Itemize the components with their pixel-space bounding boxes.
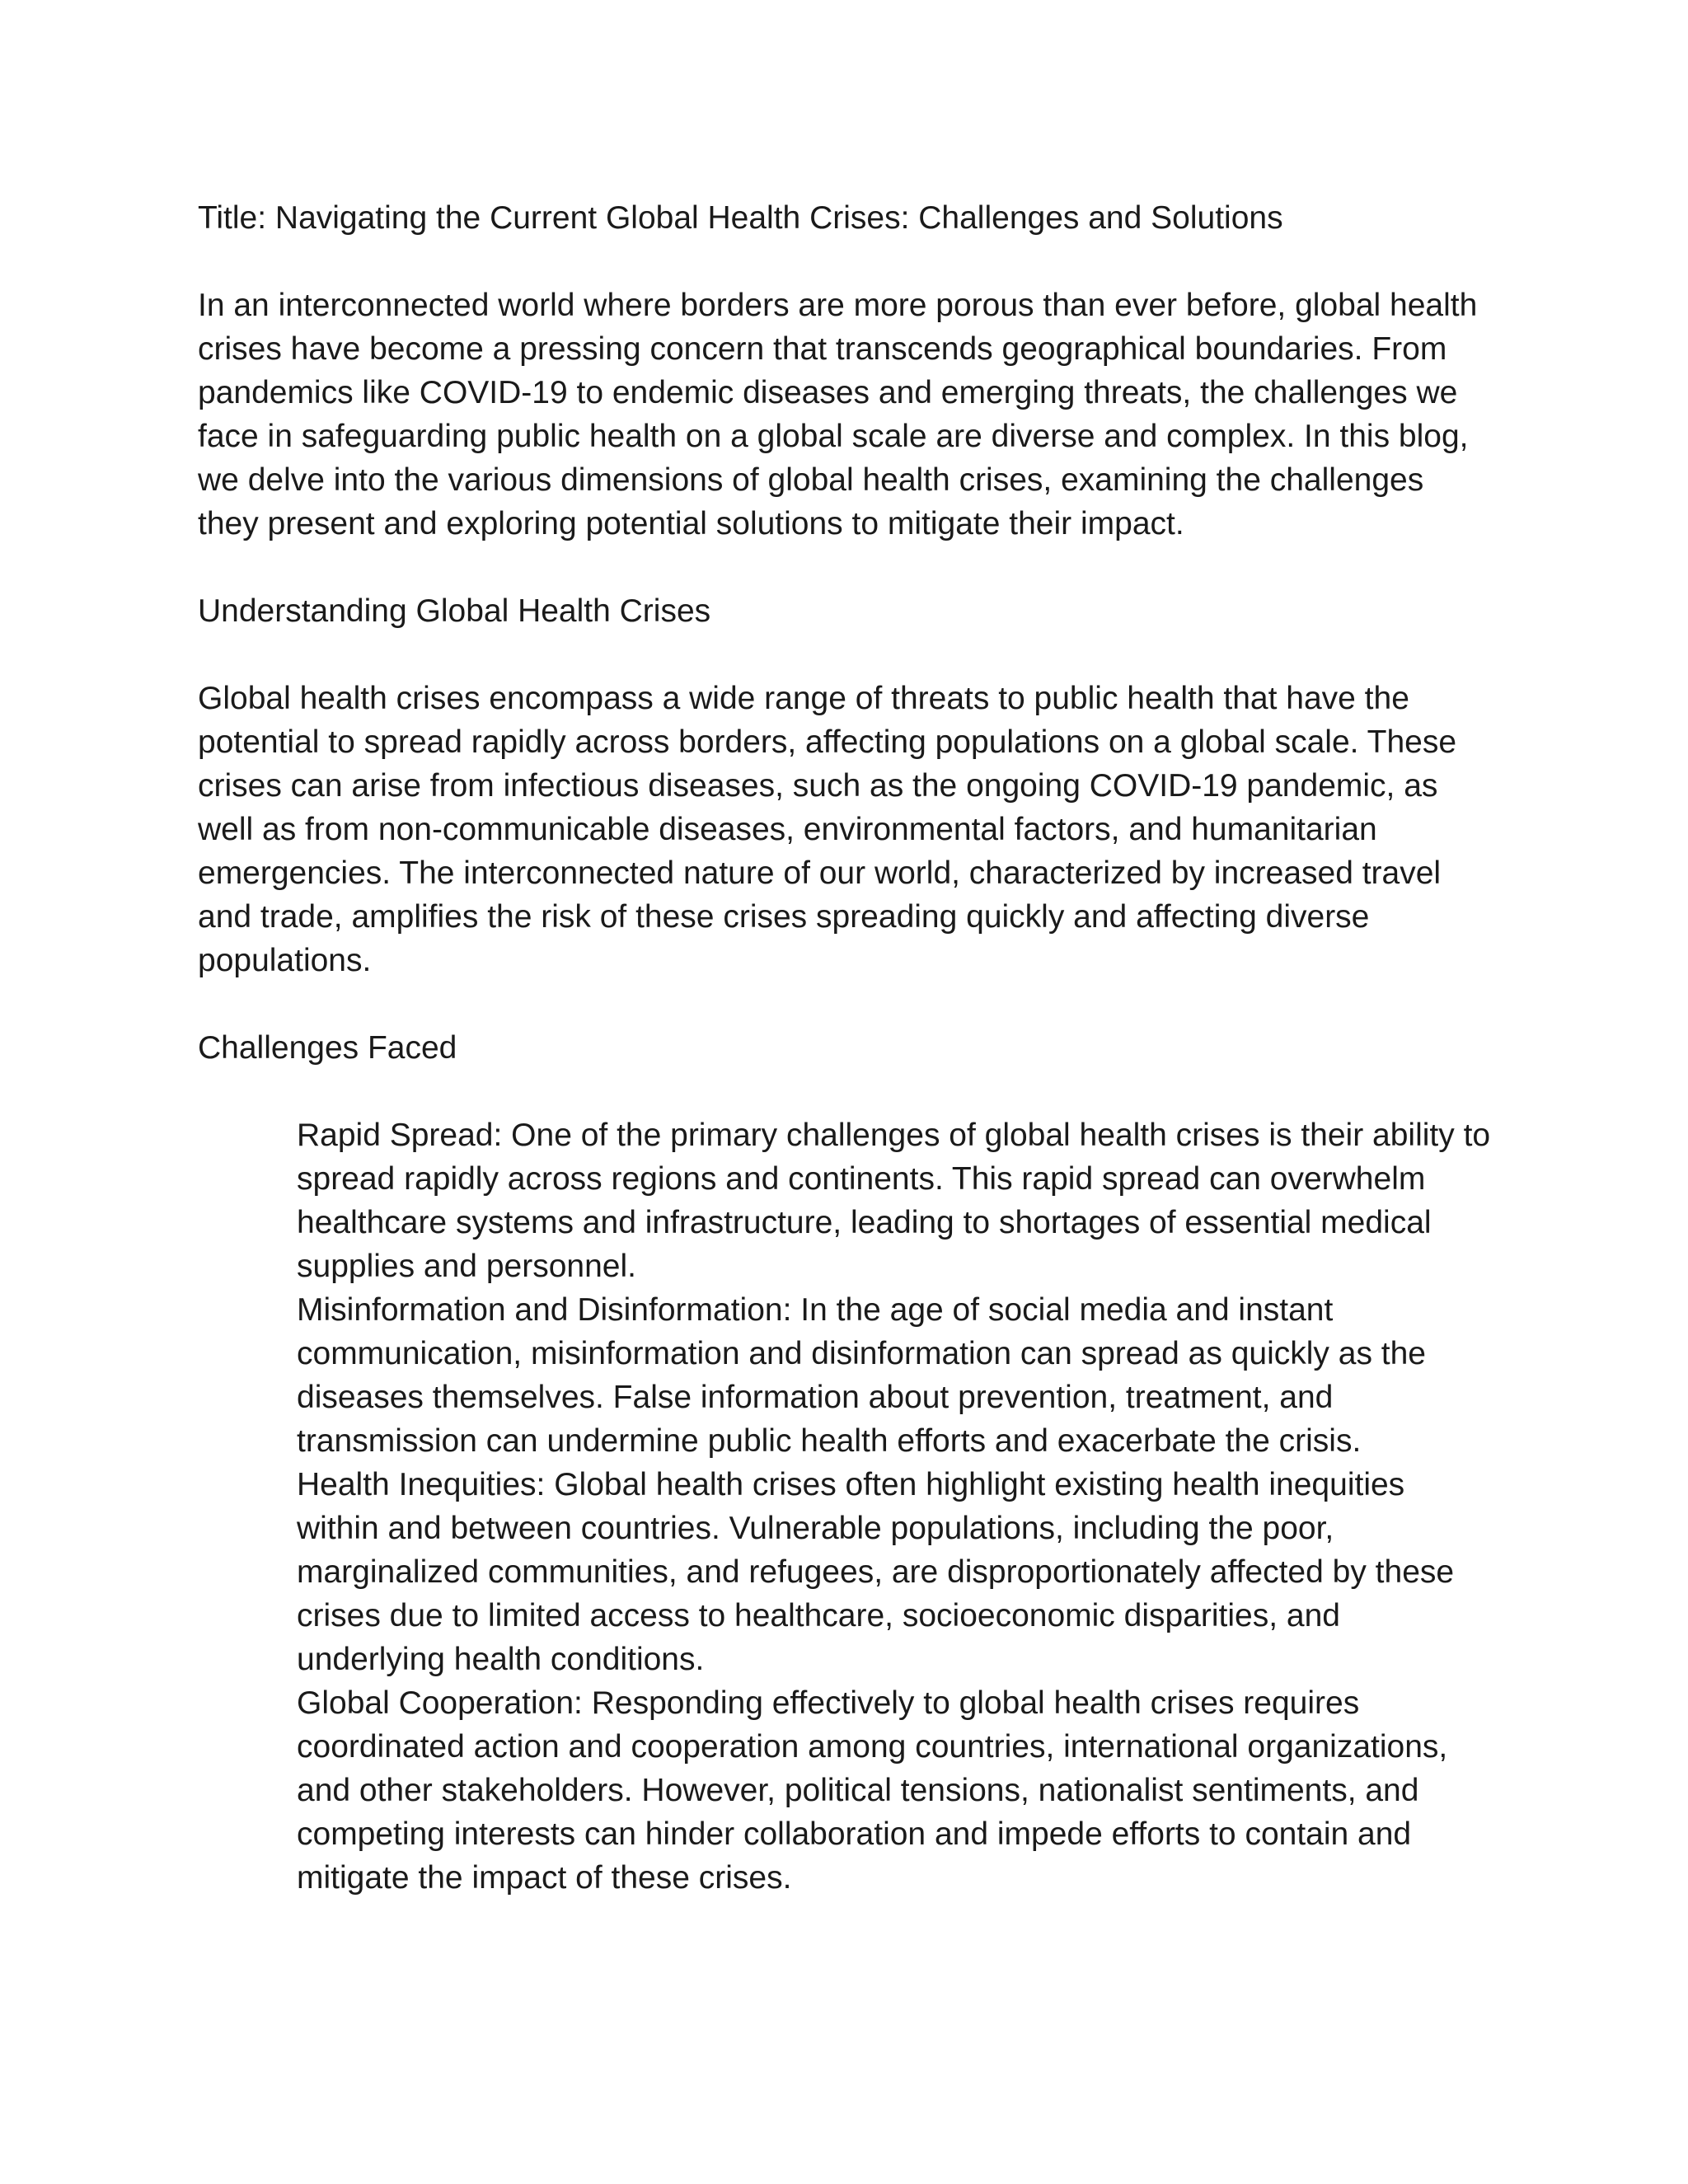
challenge-item-health-inequities: Health Inequities: Global health crises often highlight existing health inequities within and between countries. Vulnerable populations, including the poor, marginalized communities, and refugees, are disproportionately affected by these crises due to limited access to healthcare, socioeconomic disparities, and underlying health conditions. xyxy=(297,1467,1455,1677)
challenges-list xyxy=(198,1113,1492,1900)
challenge-item-rapid-spread: Rapid Spread: One of the primary challenges of global health crises is their ability to spread rapidly across regions and continents. This rapid spread can overwhelm healthcare systems and infrastructure, leading to shortages of essential medical supplies and personnel. xyxy=(297,1118,1491,1284)
section-heading-understanding: Understanding Global Health Crises xyxy=(198,593,711,629)
document-title: Title: Navigating the Current Global Health Crises: Challenges and Solutions xyxy=(198,200,1283,236)
intro-paragraph: In an interconnected world where borders are more porous than ever before, global health crises have become a pressing concern that transcends geographical boundaries. From pandemics like COVID-19 to endemic diseases and emerging threats, the challenges we face in safeguarding public health on a global scale are diverse and complex. In this blog, we delve into the various dimensions of global health crises, examining the challenges they present and exploring potential solutions to mitigate their impact. xyxy=(198,288,1478,541)
section-heading-challenges: Challenges Faced xyxy=(198,1030,457,1066)
document-body xyxy=(198,196,1492,1900)
challenge-item-misinformation: Misinformation and Disinformation: In the age of social media and instant communication, misinformation and disinformation can spread as quickly as the diseases themselves. False information about prevention, treatment, and transmission can undermine public health efforts and exacerbate the crisis. xyxy=(297,1292,1426,1459)
challenge-item-global-cooperation: Global Cooperation: Responding effectively to global health crises requires coordinated action and cooperation among countries, international organizations, and other stakeholders. However, political tensions, nationalist sentiments, and competing interests can hinder collaboration and impede efforts to contain and mitigate the impact of these crises. xyxy=(297,1685,1448,1896)
understanding-paragraph: Global health crises encompass a wide range of threats to public health that have the potential to spread rapidly across borders, affecting populations on a global scale. These crises can arise from infectious diseases, such as the ongoing COVID-19 pandemic, as well as from non-communicable diseases, environmental factors, and humanitarian emergencies. The interconnected nature of our world, characterized by increased travel and trade, amplifies the risk of these crises spreading quickly and affecting diverse populations. xyxy=(198,681,1457,978)
